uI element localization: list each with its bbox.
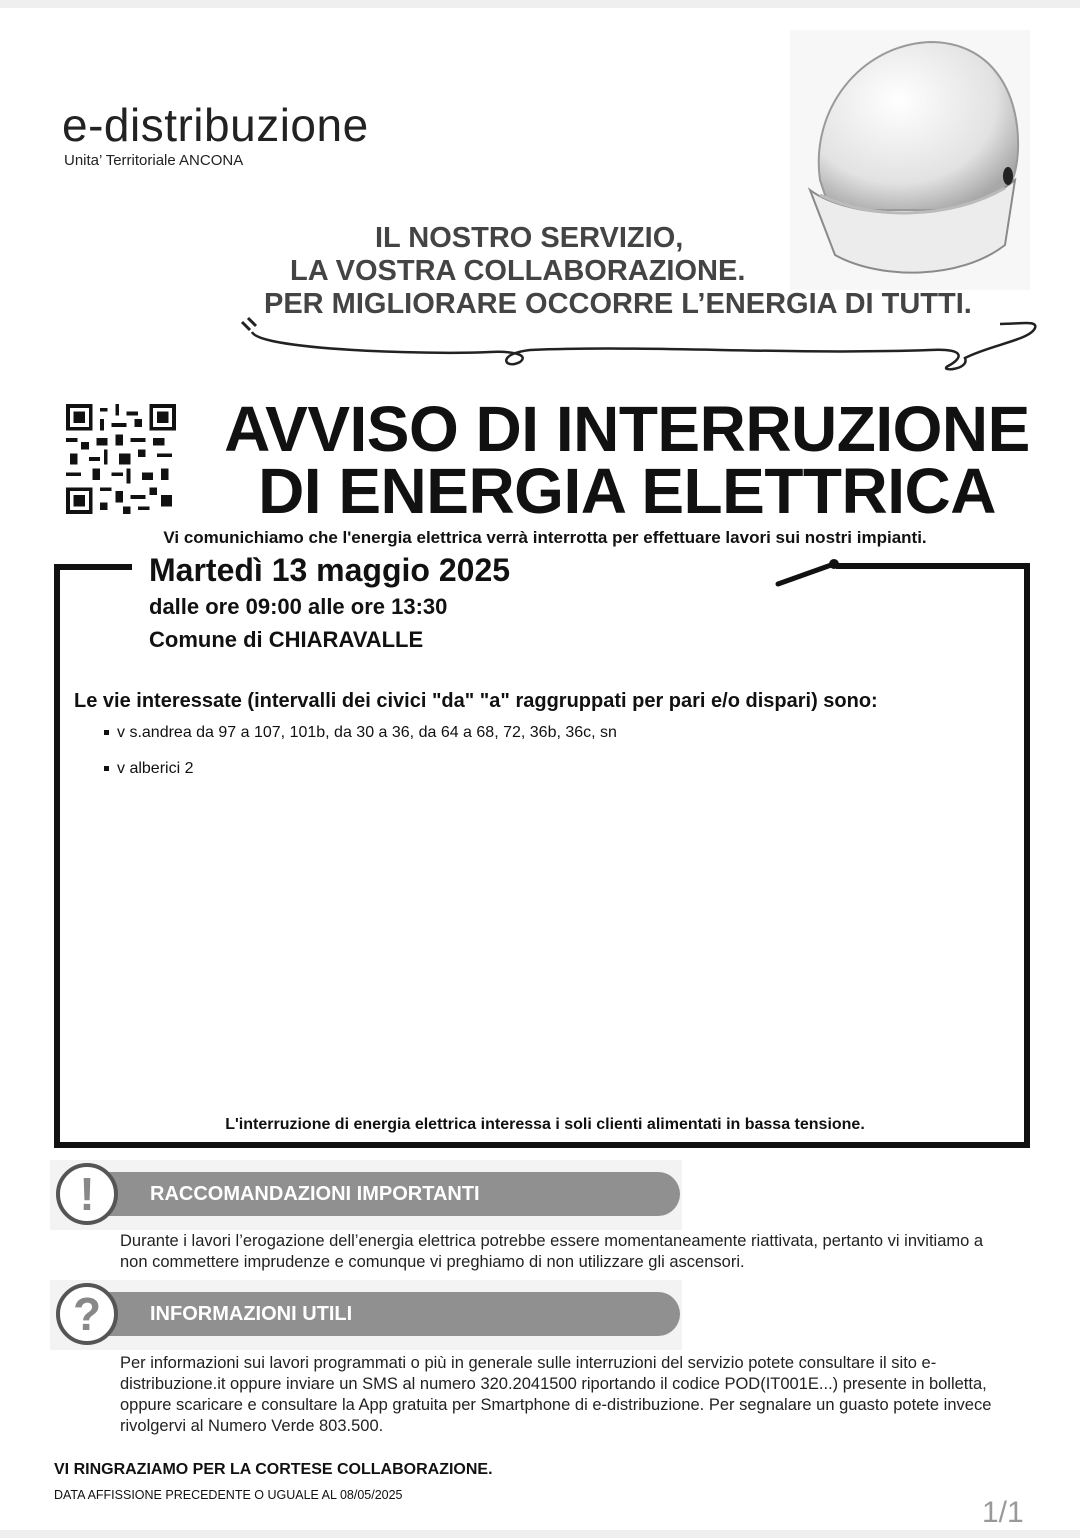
list-item: v s.andrea da 97 a 107, 101b, da 30 a 36, da 64 a 68, 72, 36b, 36c, sn (104, 722, 617, 758)
notice-box (54, 566, 1030, 1148)
exclamation-icon: ! (56, 1163, 118, 1225)
interruption-comune: Comune di CHIARAVALLE (149, 627, 424, 652)
notice-box-top-right (836, 563, 1030, 569)
interruption-date: Martedì 13 maggio 2025 (149, 552, 511, 588)
slogan-line-2: LA VOSTRA COLLABORAZIONE. (290, 255, 746, 287)
posting-date: DATA AFFISSIONE PRECEDENTE O UGUALE AL 08/05/2025 (54, 1488, 403, 1502)
streets-title: Le vie interessate (intervalli dei civici "da" "a" raggruppati per pari e/o dispari) sono: (74, 690, 878, 712)
thanks-text: VI RINGRAZIAMO PER LA CORTESE COLLABORAZIONE. (54, 1461, 493, 1478)
intro-text: Vi comunichiamo che l'energia elettrica verrà interrotta per effettuare lavori sui nostri impianti. (163, 528, 927, 547)
headline-line-1: AVVISO DI INTERRUZIONE (224, 393, 1030, 465)
bullet-icon (104, 730, 109, 735)
informazioni-title: INFORMAZIONI UTILI (90, 1292, 680, 1336)
territorial-unit-label: Unita’ Territoriale ANCONA (64, 152, 244, 169)
low-voltage-note: L'interruzione di energia elettrica interessa i soli clienti alimentati in bassa tensione. (225, 1116, 865, 1133)
streets-list (104, 722, 617, 794)
interruption-hours: dalle ore 09:00 alle ore 13:30 (149, 594, 448, 619)
pen-icon (774, 558, 844, 588)
informazioni-text: Per informazioni sui lavori programmati o più in generale sulle interruzioni del servizio potete consultare il sito e-distribuzione.it oppure inviare un SMS al numero 320.2041500 riportando il codice POD(IT001E...) presente in bolletta, oppure scaricare e consultare la App gratuita per Smartphone di e-distribuzione. Per segnalare un guasto potete invece rivolgervi al Numero Verde 803.500. (120, 1354, 992, 1435)
notice-box-top-left (54, 564, 132, 570)
qr-code-icon[interactable] (66, 404, 176, 514)
page-number: 1/1 (982, 1496, 1024, 1529)
headline-line-2: DI ENERGIA ELETTRICA (258, 455, 996, 527)
raccomandazioni-text: Durante i lavori l’erogazione dell’energia elettrica potrebbe essere momentaneamente riattivata, pertanto vi invitiamo a non commettere imprudenze e comunque vi preghiamo di non utilizzare gli ascensori. (120, 1232, 984, 1271)
question-icon: ? (56, 1283, 118, 1345)
slogan (240, 222, 1000, 321)
slogan-line-3: PER MIGLIORARE OCCORRE L’ENERGIA DI TUTTI. (264, 288, 972, 320)
electric-cable-icon (230, 310, 1050, 380)
list-item: v alberici 2 (104, 758, 617, 794)
e-distribuzione-logo: e-distribuzione (62, 99, 369, 151)
raccomandazioni-title: RACCOMANDAZIONI IMPORTANTI (90, 1172, 680, 1216)
notice-headline (192, 393, 1062, 527)
slogan-line-1: IL NOSTRO SERVIZIO, (375, 222, 684, 254)
bullet-icon (104, 766, 109, 771)
